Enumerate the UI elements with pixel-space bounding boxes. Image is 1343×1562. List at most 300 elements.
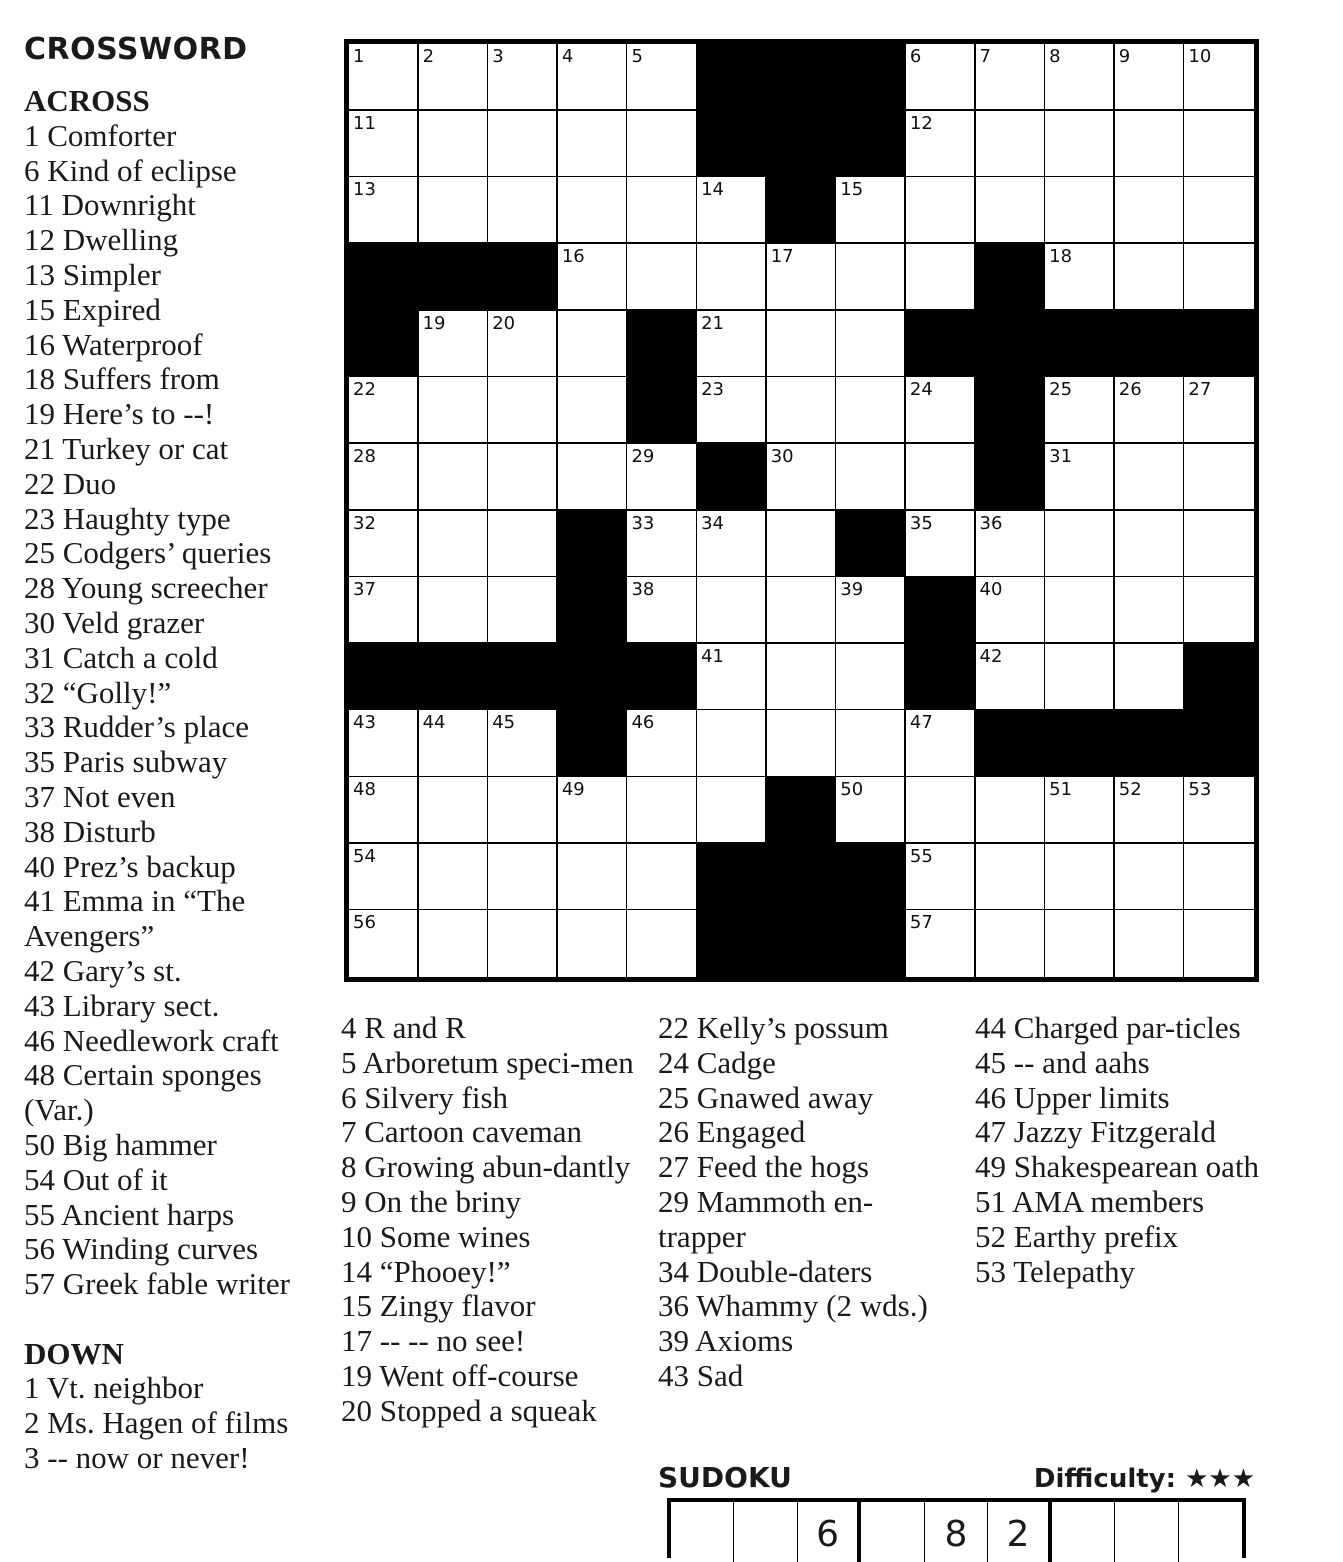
grid-cell[interactable]	[1184, 844, 1254, 911]
grid-cell[interactable]	[1045, 377, 1115, 444]
grid-cell[interactable]	[1115, 910, 1185, 977]
grid-cell[interactable]	[906, 710, 976, 777]
cell-number: 31	[1049, 445, 1073, 467]
cell-number: 3	[492, 46, 504, 67]
grid-block	[767, 44, 837, 111]
clue-item: 13 Simpler	[24, 256, 161, 292]
grid-cell[interactable]	[1115, 111, 1185, 178]
grid-cell[interactable]	[419, 44, 489, 111]
sudoku-cell: 6	[798, 1502, 861, 1562]
cell-number: 28	[353, 445, 376, 467]
down-heading: DOWN	[24, 1335, 124, 1371]
cell-number: 47	[909, 712, 933, 734]
grid-block	[627, 644, 697, 711]
clue-item: 6 Kind of eclipse	[24, 152, 237, 188]
grid-cell[interactable]	[558, 777, 628, 844]
grid-cell[interactable]	[1045, 244, 1115, 311]
grid-block	[558, 644, 628, 711]
grid-cell[interactable]	[1115, 444, 1185, 511]
cell-number: 7	[979, 46, 991, 67]
cell-number: 42	[979, 645, 1003, 667]
cell-number: 45	[492, 712, 516, 734]
down-clue-list-start	[24, 1371, 324, 1475]
grid-block	[836, 111, 906, 178]
across-clue-list	[24, 119, 324, 1302]
grid-cell[interactable]	[697, 177, 767, 244]
grid-cell[interactable]	[1184, 910, 1254, 977]
cell-number: 25	[1049, 379, 1073, 401]
grid-block	[627, 377, 697, 444]
cell-number: 19	[422, 312, 446, 334]
clue-item: 35 Paris subway	[24, 744, 228, 780]
cell-number: 55	[909, 845, 933, 867]
grid-block	[767, 111, 837, 178]
clue-item: 39 Axioms	[658, 1323, 794, 1359]
grid-cell[interactable]	[906, 44, 976, 111]
grid-cell[interactable]	[1184, 377, 1254, 444]
grid-cell[interactable]	[1045, 777, 1115, 844]
cell-number: 21	[701, 312, 724, 334]
clue-item: 46 Upper limits	[975, 1079, 1170, 1115]
clue-item: 4 R and R	[341, 1010, 466, 1045]
grid-cell[interactable]	[906, 244, 976, 311]
cell-number: 10	[1188, 46, 1212, 67]
cell-number: 49	[561, 779, 585, 801]
grid-cell[interactable]	[906, 511, 976, 578]
grid-cell[interactable]	[419, 444, 489, 511]
cell-number: 20	[492, 312, 516, 334]
clue-item: 10 Some wines	[341, 1218, 531, 1254]
grid-cell[interactable]	[558, 910, 628, 977]
grid-cell[interactable]	[836, 777, 906, 844]
grid-block	[976, 710, 1046, 777]
sudoku-grid	[667, 1498, 1246, 1558]
grid-cell[interactable]	[1184, 577, 1254, 644]
clue-item: 30 Veld grazer	[24, 604, 205, 640]
grid-cell[interactable]	[488, 311, 558, 378]
cell-number: 38	[631, 579, 655, 601]
grid-block	[976, 244, 1046, 311]
sudoku-cell: 8	[925, 1502, 988, 1562]
clue-item: 31 Catch a cold	[24, 639, 218, 675]
grid-cell[interactable]	[627, 511, 697, 578]
clue-item: 14 “Phooey!”	[341, 1253, 511, 1289]
clue-item: 54 Out of it	[24, 1161, 168, 1197]
grid-cell[interactable]	[558, 311, 628, 378]
grid-cell[interactable]	[558, 844, 628, 911]
grid-cell[interactable]	[976, 644, 1046, 711]
sudoku-cell: 2	[988, 1502, 1051, 1562]
grid-cell[interactable]	[558, 44, 628, 111]
grid-cell[interactable]	[1115, 377, 1185, 444]
sudoku-cell[interactable]	[671, 1502, 734, 1562]
grid-cell[interactable]	[349, 177, 419, 244]
clue-item: 49 Shakespearean oath	[975, 1149, 1260, 1185]
grid-block	[1045, 710, 1115, 777]
cell-number: 23	[701, 379, 724, 401]
grid-cell[interactable]	[767, 644, 837, 711]
grid-cell[interactable]	[1045, 644, 1115, 711]
grid-cell[interactable]	[488, 177, 558, 244]
grid-cell[interactable]	[488, 577, 558, 644]
grid-cell[interactable]	[767, 377, 837, 444]
cell-number: 40	[979, 579, 1003, 601]
grid-cell[interactable]	[1045, 111, 1115, 178]
cell-number: 5	[631, 46, 643, 67]
grid-cell[interactable]	[558, 244, 628, 311]
grid-block	[1184, 710, 1254, 777]
grid-cell[interactable]	[488, 44, 558, 111]
cell-number: 30	[770, 445, 794, 467]
clue-item: 37 Not even	[24, 778, 176, 814]
grid-cell[interactable]	[976, 844, 1046, 911]
clue-item: 3 -- now or never!	[24, 1440, 250, 1476]
grid-cell[interactable]	[1045, 910, 1115, 977]
grid-cell[interactable]	[1184, 111, 1254, 178]
sudoku-cell[interactable]	[1179, 1502, 1242, 1562]
grid-cell[interactable]	[697, 244, 767, 311]
grid-cell[interactable]	[1115, 777, 1185, 844]
grid-cell[interactable]	[488, 910, 558, 977]
grid-cell[interactable]	[1115, 577, 1185, 644]
grid-cell[interactable]	[349, 577, 419, 644]
grid-cell[interactable]	[767, 710, 837, 777]
clue-item: 26 Engaged	[658, 1114, 806, 1150]
grid-block	[697, 111, 767, 178]
clue-item: 57 Greek fable writer	[24, 1266, 290, 1302]
clue-item: 7 Cartoon caveman	[341, 1114, 583, 1150]
clue-item: 12 Dwelling	[24, 222, 179, 258]
clue-item: 53 Telepathy	[975, 1253, 1135, 1289]
clue-item: 6 Silvery fish	[341, 1079, 509, 1115]
grid-cell[interactable]	[836, 444, 906, 511]
grid-cell[interactable]	[419, 710, 489, 777]
cell-number: 4	[561, 46, 574, 67]
cell-number: 56	[353, 912, 376, 934]
grid-block	[1115, 710, 1185, 777]
cell-number: 8	[1049, 46, 1061, 67]
clue-item: 28 Young screecher	[24, 570, 268, 606]
clue-item: 24 Cadge	[658, 1044, 776, 1080]
sudoku-cell[interactable]	[1052, 1502, 1115, 1562]
cell-number: 18	[1049, 245, 1073, 267]
grid-cell[interactable]	[976, 511, 1046, 578]
clue-item: 25 Codgers’ queries	[24, 535, 272, 571]
grid-cell[interactable]	[627, 844, 697, 911]
cell-number: 12	[909, 112, 933, 134]
grid-cell[interactable]	[627, 777, 697, 844]
clue-item: 33 Rudder’s place	[24, 709, 249, 745]
grid-block	[697, 44, 767, 111]
cell-number: 32	[353, 512, 376, 534]
grid-cell[interactable]	[976, 577, 1046, 644]
grid-cell[interactable]	[1045, 577, 1115, 644]
grid-cell[interactable]	[419, 910, 489, 977]
grid-cell[interactable]	[349, 377, 419, 444]
grid-block	[767, 177, 837, 244]
sudoku-cell[interactable]	[861, 1502, 924, 1562]
cell-number: 57	[909, 912, 933, 934]
grid-cell[interactable]	[836, 644, 906, 711]
clue-item: 47 Jazzy Fitzgerald	[975, 1114, 1217, 1150]
grid-cell[interactable]	[558, 377, 628, 444]
down-clues-column-1	[341, 1011, 641, 1429]
clue-item: 15 Zingy flavor	[341, 1288, 536, 1324]
cell-number: 16	[561, 245, 585, 267]
grid-cell[interactable]	[836, 577, 906, 644]
grid-cell[interactable]	[906, 377, 976, 444]
grid-cell[interactable]	[349, 910, 419, 977]
clue-item: 56 Winding curves	[24, 1231, 259, 1267]
grid-block	[1115, 311, 1185, 378]
cell-number: 29	[631, 445, 655, 467]
grid-cell[interactable]	[488, 710, 558, 777]
grid-cell[interactable]	[419, 377, 489, 444]
across-heading: ACROSS	[24, 83, 150, 118]
grid-cell[interactable]	[906, 844, 976, 911]
grid-cell[interactable]	[976, 910, 1046, 977]
cell-number: 43	[353, 712, 376, 734]
clue-item: 23 Haughty type	[24, 500, 231, 536]
grid-cell[interactable]	[836, 244, 906, 311]
grid-cell[interactable]	[976, 177, 1046, 244]
clue-item: 45 -- and aahs	[975, 1044, 1150, 1080]
cell-number: 36	[979, 512, 1003, 534]
grid-cell[interactable]	[627, 44, 697, 111]
cell-number: 41	[701, 645, 724, 667]
grid-cell[interactable]	[1184, 511, 1254, 578]
grid-cell[interactable]	[627, 577, 697, 644]
grid-block	[976, 444, 1046, 511]
grid-cell[interactable]	[488, 844, 558, 911]
grid-cell[interactable]	[1045, 511, 1115, 578]
clue-item: 34 Double-daters	[658, 1253, 873, 1289]
grid-block	[627, 311, 697, 378]
grid-cell[interactable]	[1045, 44, 1115, 111]
cell-number: 14	[701, 179, 724, 201]
clue-item: 29 Mammoth en-trapper	[658, 1183, 874, 1254]
grid-cell[interactable]	[1115, 844, 1185, 911]
grid-block	[558, 710, 628, 777]
cell-number: 9	[1118, 46, 1131, 67]
cell-number: 54	[353, 845, 376, 867]
grid-cell[interactable]	[767, 444, 837, 511]
grid-cell[interactable]	[1184, 177, 1254, 244]
grid-cell[interactable]	[627, 910, 697, 977]
grid-cell[interactable]	[627, 111, 697, 178]
grid-cell[interactable]	[419, 777, 489, 844]
grid-cell[interactable]	[349, 44, 419, 111]
grid-cell[interactable]	[1045, 844, 1115, 911]
grid-cell[interactable]	[1184, 444, 1254, 511]
grid-cell[interactable]	[627, 444, 697, 511]
grid-cell[interactable]	[697, 777, 767, 844]
grid-cell[interactable]	[1115, 244, 1185, 311]
grid-cell[interactable]	[906, 910, 976, 977]
clue-item: 48 Certain sponges (Var.)	[24, 1057, 262, 1128]
clue-item: 8 Growing abun-dantly	[341, 1149, 631, 1185]
grid-block	[976, 311, 1046, 378]
sudoku-title: SUDOKU	[658, 1461, 792, 1494]
grid-cell[interactable]	[767, 577, 837, 644]
grid-cell[interactable]	[1184, 777, 1254, 844]
grid-cell[interactable]	[1184, 244, 1254, 311]
grid-cell[interactable]	[488, 111, 558, 178]
clue-item: 41 Emma in “The Avengers”	[24, 883, 246, 954]
clue-item: 15 Expired	[24, 291, 161, 327]
cell-number: 37	[353, 579, 376, 601]
cell-number: 1	[353, 46, 365, 67]
grid-block	[1184, 311, 1254, 378]
grid-cell[interactable]	[558, 177, 628, 244]
grid-cell[interactable]	[1184, 44, 1254, 111]
grid-cell[interactable]	[488, 444, 558, 511]
clue-item: 36 Whammy (2 wds.)	[658, 1288, 928, 1324]
grid-cell[interactable]	[627, 244, 697, 311]
cell-number: 17	[770, 245, 794, 267]
cell-number: 15	[840, 179, 864, 201]
grid-cell[interactable]	[836, 377, 906, 444]
clue-item: 32 “Golly!”	[24, 674, 172, 710]
grid-block	[419, 244, 489, 311]
clue-item: 40 Prez’s backup	[24, 848, 236, 884]
sudoku-cell[interactable]	[734, 1502, 797, 1562]
clue-item: 38 Disturb	[24, 813, 156, 849]
clue-item: 21 Turkey or cat	[24, 430, 229, 466]
clue-item: 55 Ancient harps	[24, 1196, 235, 1232]
grid-cell[interactable]	[697, 511, 767, 578]
grid-cell[interactable]	[767, 244, 837, 311]
cell-number: 44	[422, 712, 446, 734]
clue-item: 51 AMA members	[975, 1183, 1205, 1219]
grid-cell[interactable]	[488, 377, 558, 444]
grid-block	[558, 577, 628, 644]
grid-cell[interactable]	[349, 444, 419, 511]
grid-block	[349, 644, 419, 711]
grid-cell[interactable]	[1115, 177, 1185, 244]
grid-cell[interactable]	[349, 710, 419, 777]
cell-number: 27	[1188, 379, 1212, 401]
grid-block	[906, 311, 976, 378]
grid-cell[interactable]	[558, 444, 628, 511]
grid-cell[interactable]	[836, 710, 906, 777]
cell-number: 51	[1049, 779, 1073, 801]
cell-number: 35	[909, 512, 933, 534]
grid-cell[interactable]	[697, 644, 767, 711]
cell-number: 6	[909, 46, 922, 67]
grid-block	[906, 644, 976, 711]
grid-cell[interactable]	[836, 311, 906, 378]
grid-cell[interactable]	[419, 577, 489, 644]
sudoku-cell[interactable]	[1115, 1502, 1178, 1562]
grid-block	[836, 844, 906, 911]
cell-number: 48	[353, 779, 376, 801]
cell-number: 53	[1188, 779, 1212, 801]
clue-item: 44 Charged par-ticles	[975, 1010, 1241, 1045]
grid-cell[interactable]	[488, 511, 558, 578]
grid-cell[interactable]	[976, 777, 1046, 844]
grid-cell[interactable]	[906, 444, 976, 511]
grid-cell[interactable]	[1115, 511, 1185, 578]
grid-cell[interactable]	[1045, 177, 1115, 244]
sudoku-difficulty: Difficulty: ★★★	[1033, 1464, 1255, 1494]
grid-cell[interactable]	[349, 511, 419, 578]
clue-item: 2 Ms. Hagen of films	[24, 1405, 289, 1441]
grid-cell[interactable]	[419, 111, 489, 178]
cell-number: 52	[1118, 779, 1142, 801]
crossword-grid	[344, 39, 1259, 982]
clue-item: 43 Library sect.	[24, 987, 220, 1023]
grid-block	[349, 244, 419, 311]
grid-cell[interactable]	[976, 111, 1046, 178]
grid-block	[767, 844, 837, 911]
grid-block	[836, 910, 906, 977]
grid-cell[interactable]	[906, 177, 976, 244]
grid-cell[interactable]	[767, 311, 837, 378]
clue-item: 27 Feed the hogs	[658, 1149, 869, 1185]
clue-item: 46 Needlework craft	[24, 1022, 279, 1058]
grid-block	[697, 910, 767, 977]
grid-block	[349, 311, 419, 378]
clue-item: 22 Kelly’s possum	[658, 1010, 889, 1045]
grid-block	[836, 511, 906, 578]
grid-block	[558, 511, 628, 578]
grid-block	[697, 844, 767, 911]
grid-block	[1045, 311, 1115, 378]
grid-cell[interactable]	[697, 577, 767, 644]
cell-number: 2	[422, 46, 435, 67]
grid-cell[interactable]	[836, 177, 906, 244]
grid-cell[interactable]	[906, 777, 976, 844]
grid-cell[interactable]	[1045, 444, 1115, 511]
grid-block	[419, 644, 489, 711]
clue-item: 18 Suffers from	[24, 361, 220, 397]
grid-cell[interactable]	[627, 710, 697, 777]
grid-cell[interactable]	[976, 44, 1046, 111]
grid-cell[interactable]	[349, 777, 419, 844]
clue-item: 5 Arboretum speci-men	[341, 1044, 634, 1080]
grid-cell[interactable]	[349, 111, 419, 178]
grid-block	[906, 577, 976, 644]
clue-item: 16 Waterproof	[24, 326, 203, 362]
grid-cell[interactable]	[906, 111, 976, 178]
grid-cell[interactable]	[488, 777, 558, 844]
grid-cell[interactable]	[349, 844, 419, 911]
grid-cell[interactable]	[697, 311, 767, 378]
grid-cell[interactable]	[697, 377, 767, 444]
grid-cell[interactable]	[558, 111, 628, 178]
grid-block	[697, 444, 767, 511]
clue-item: 19 Went off-course	[341, 1357, 579, 1393]
grid-cell[interactable]	[1115, 644, 1185, 711]
clue-item: 20 Stopped a squeak	[341, 1392, 597, 1428]
grid-cell[interactable]	[419, 311, 489, 378]
grid-cell[interactable]	[767, 511, 837, 578]
grid-cell[interactable]	[419, 177, 489, 244]
cell-number: 50	[840, 779, 864, 801]
grid-block	[767, 777, 837, 844]
cell-number: 46	[631, 712, 655, 734]
grid-cell[interactable]	[697, 710, 767, 777]
clue-item: 11 Downright	[24, 187, 196, 223]
grid-cell[interactable]	[627, 177, 697, 244]
grid-block	[1184, 644, 1254, 711]
grid-cell[interactable]	[419, 844, 489, 911]
clue-item: 25 Gnawed away	[658, 1079, 874, 1115]
grid-cell[interactable]	[419, 511, 489, 578]
grid-cell[interactable]	[1115, 44, 1185, 111]
grid-block	[836, 44, 906, 111]
